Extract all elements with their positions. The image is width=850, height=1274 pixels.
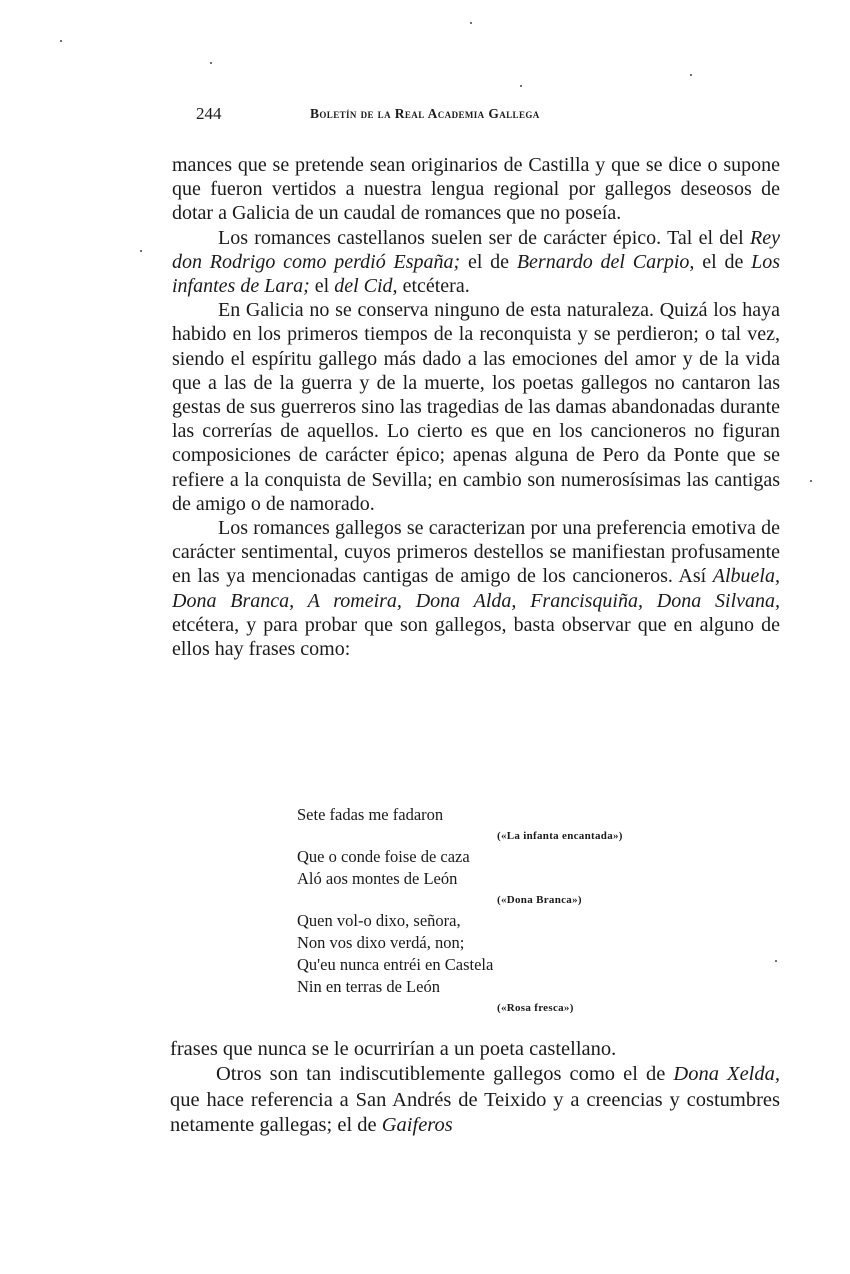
- verse-line: Non vos dixo verdá, non;: [297, 933, 465, 952]
- verse-source: («Rosa fresca»): [497, 1002, 574, 1014]
- page-header: [196, 104, 788, 128]
- verse-quotes: [297, 804, 717, 1018]
- scan-speck: [210, 62, 212, 64]
- scan-speck: [775, 960, 777, 962]
- paragraph-4: Los romances gallegos se caracterizan por una preferencia emotiva de carácter sentimental, cuyos primeros destellos se manifiestan profusamente en las ya mencionadas cantigas de amigo de los cancioneros. Así Albuela, Dona Branca, A romeira, Dona Alda, Francisquiña, Dona Silvana, etcétera, y para probar que son gallegos, basta observar que en alguno de ellos hay frases como:: [172, 517, 780, 661]
- closing-paragraph-1: frases que nunca se le ocurrirían a un poeta castellano.: [170, 1038, 617, 1060]
- scan-speck: [520, 85, 522, 87]
- paragraph-1: mances que se pretende sean originarios de Castilla y que se dice o supone que fueron vertidos a nuestra lengua regional por gallegos deseosos de dotar a Galicia de un caudal de romances que no poseía.: [172, 154, 780, 225]
- verse-line: Aló aos montes de León: [297, 869, 458, 888]
- scan-speck: [470, 22, 472, 24]
- scan-speck: [810, 480, 812, 482]
- scan-speck: [690, 74, 692, 76]
- verse-line: Quen vol-o dixo, señora,: [297, 911, 461, 930]
- page-number: 244: [196, 104, 222, 123]
- verse-line: Que o conde foise de caza: [297, 847, 470, 866]
- verse-source: («La infanta encantada»): [497, 830, 623, 842]
- closing-text: [170, 1037, 780, 1138]
- paragraph-3: En Galicia no se conserva ninguno de esta naturaleza. Quizá los haya habido en los primeros tiempos de la reconquista y se perdieron; o tal vez, siendo el espíritu gallego más dado a las emociones del amor y de la vida que a las de la guerra y de la muerte, los poetas gallegos no cantaron las gestas de sus guerreros sino las tragedias de las damas abandonadas durante las correrías de aquellos. Lo cierto es que en los cancioneros no figuran composiciones de carácter épico; apenas alguna de Pero da Ponte que se refiere a la conquista de Sevilla; en cambio son numerosísimas las cantigas de amigo o de namorado.: [172, 299, 780, 515]
- paragraph-2: Los romances castellanos suelen ser de carácter épico. Tal el del Rey don Rodrigo como perdió España; el de Bernardo del Carpio, el de Los infantes de Lara; el del Cid, etcétera.: [172, 226, 781, 298]
- running-title: Boletín de la Real Academia Gallega: [310, 106, 540, 121]
- body-text: [172, 153, 780, 661]
- scan-speck: [60, 40, 62, 42]
- verse-line: Sete fadas me fadaron: [297, 805, 444, 824]
- verse-line: Qu'eu nunca entréi en Castela: [297, 955, 494, 974]
- verse-source: («Dona Branca»): [497, 894, 582, 906]
- closing-paragraph-2: Otros son tan indiscutiblemente gallegos como el de Dona Xelda, que hace referencia a San Andrés de Teixido y a creencias y costumbres netamente gallegas; el de Gaiferos: [170, 1063, 780, 1136]
- scan-speck: [140, 250, 142, 252]
- verse-line: Nin en terras de León: [297, 977, 440, 996]
